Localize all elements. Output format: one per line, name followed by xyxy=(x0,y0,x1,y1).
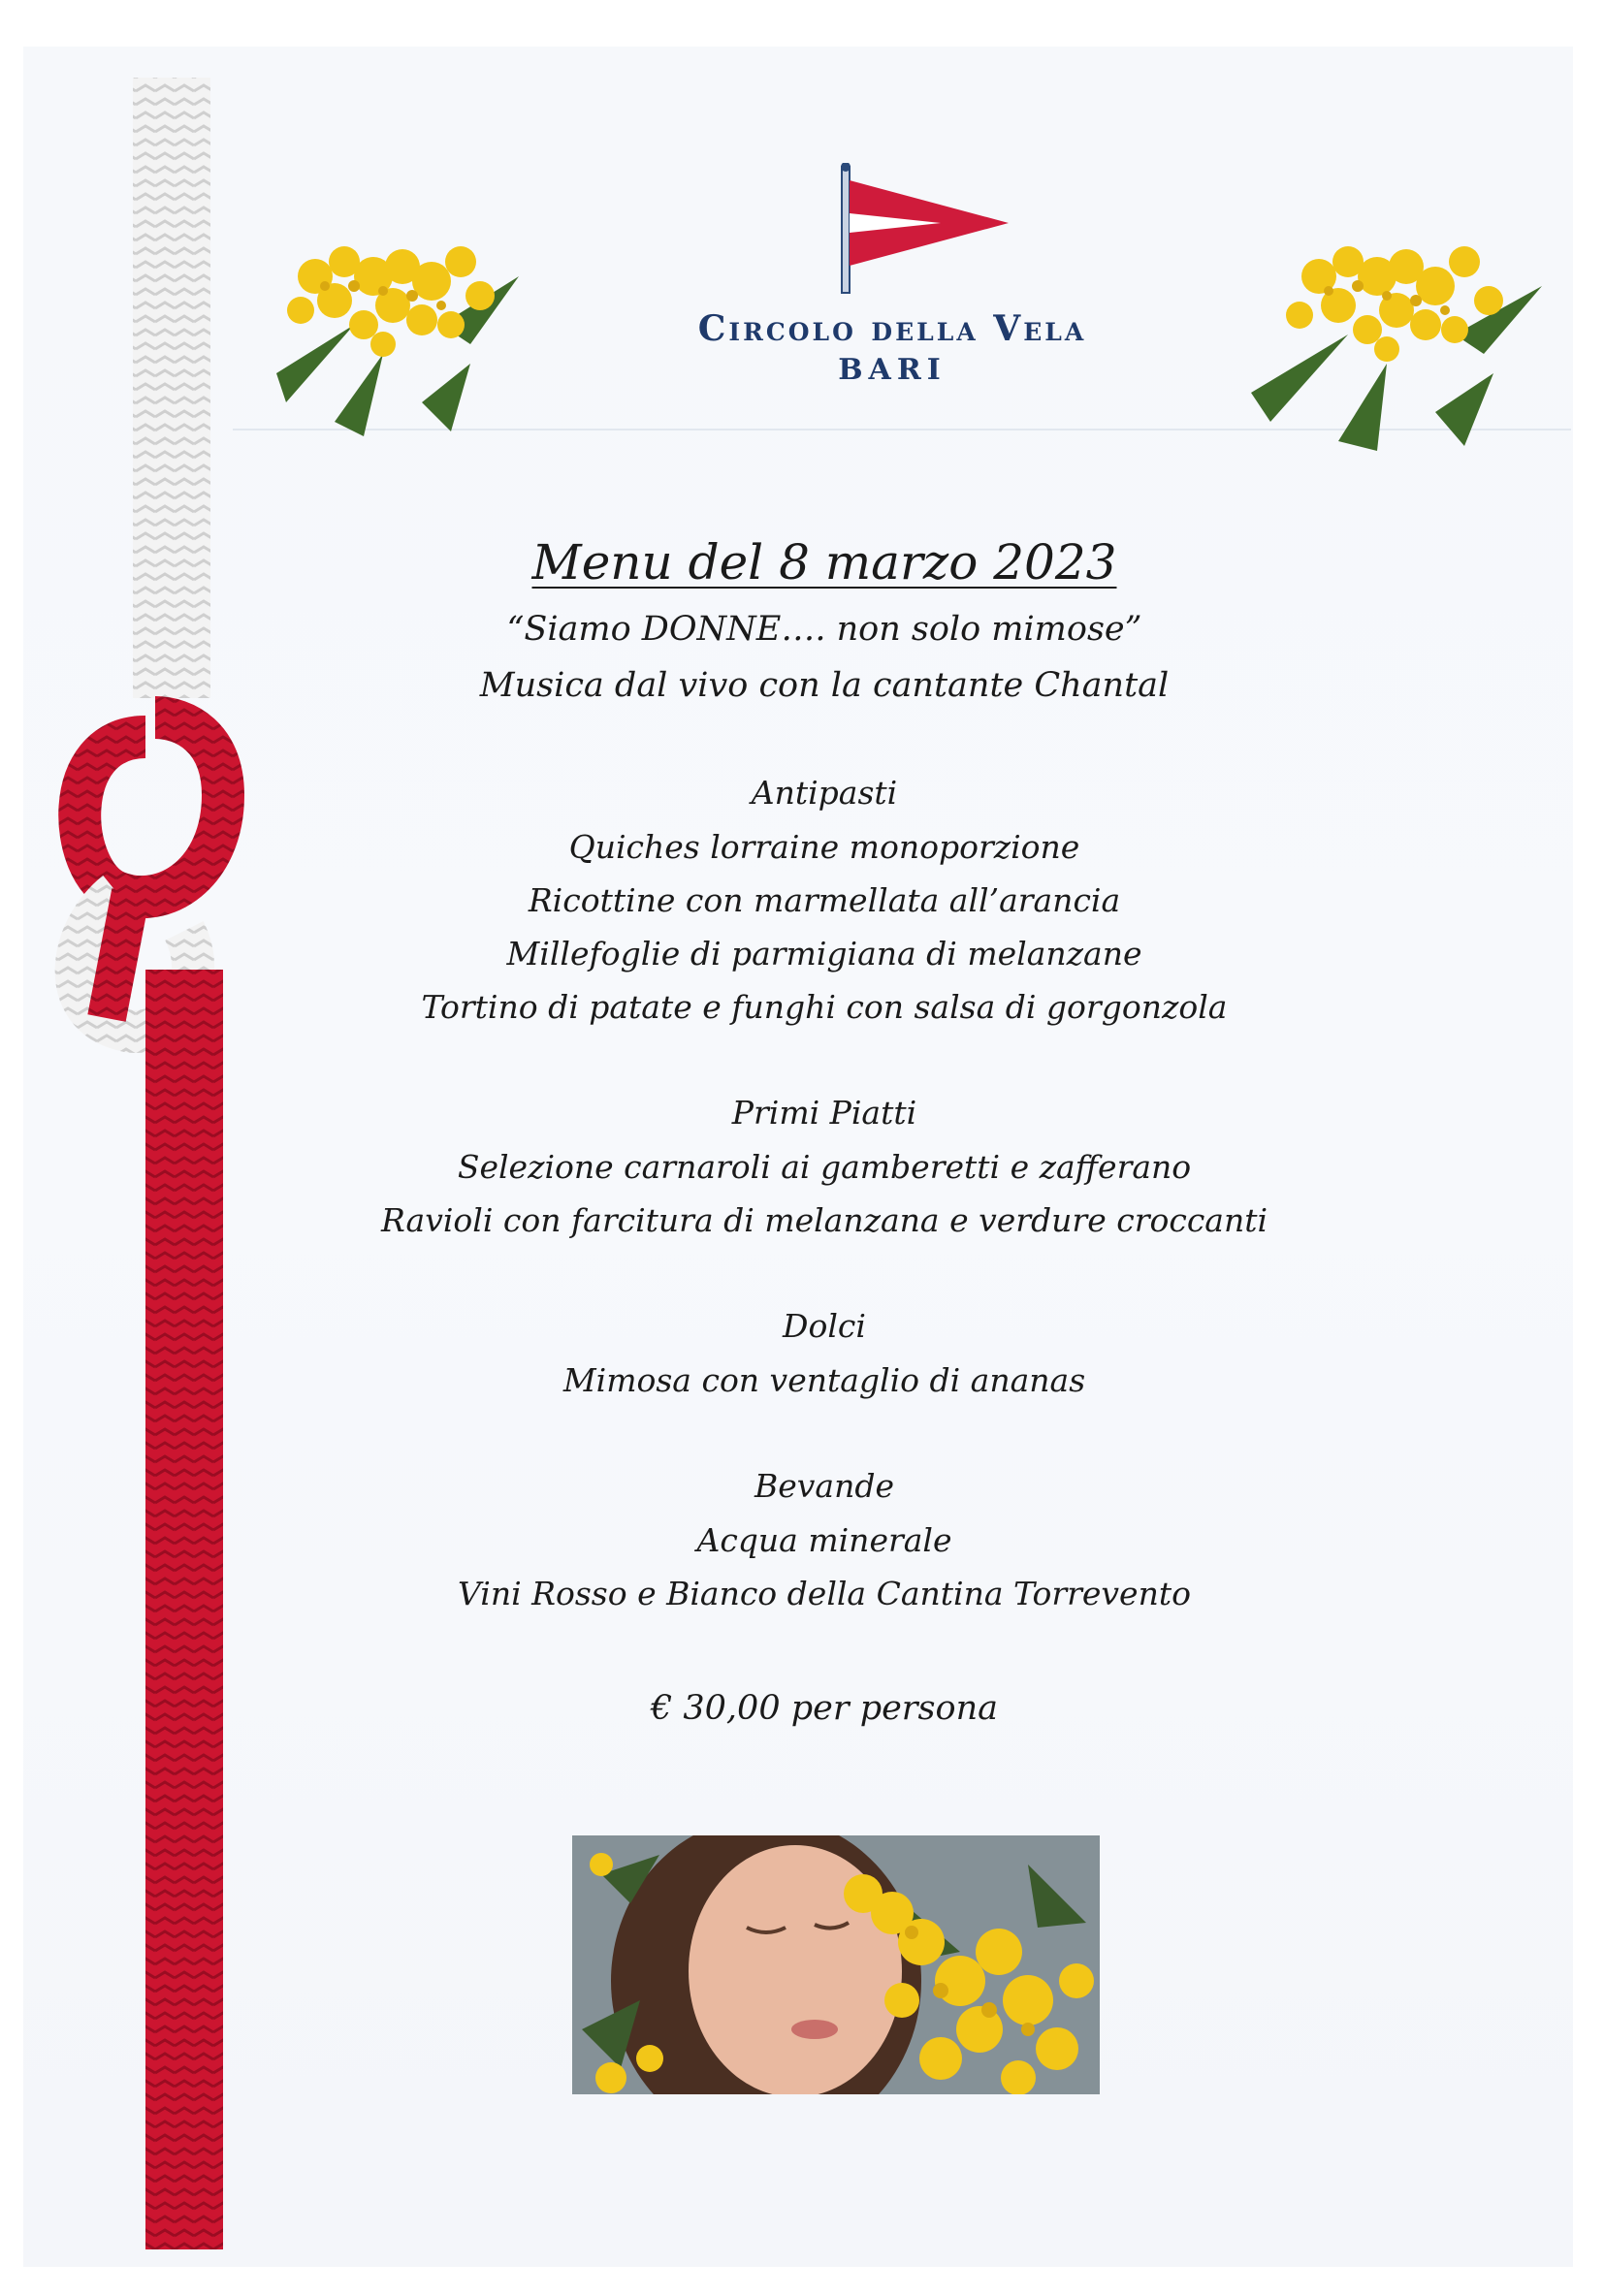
dish-item: Selezione carnaroli ai gamberetti e zafferano xyxy=(457,1148,1192,1186)
dish-item: Millefoglie di parmigiana di melanzane xyxy=(506,935,1142,973)
menu-price: € 30,00 per persona xyxy=(651,1689,998,1728)
woman-with-mimosa-photo xyxy=(572,1835,1100,2094)
dish-item: Ricottine con marmellata all’arancia xyxy=(528,881,1121,919)
menu-section-antipasti xyxy=(291,766,1358,1034)
dish-item: Vini Rosso e Bianco della Cantina Torrevento xyxy=(458,1575,1191,1612)
dish-item: Tortino di patate e funghi con salsa di gorgonzola xyxy=(421,988,1228,1026)
section-title: Primi Piatti xyxy=(731,1094,917,1132)
dish-item: Acqua minerale xyxy=(696,1521,952,1559)
club-logo-text xyxy=(621,308,1164,387)
menu-section-dolci xyxy=(291,1299,1358,1407)
club-burgee-logo xyxy=(834,163,1028,299)
menu-section-primi xyxy=(291,1086,1358,1247)
section-title: Dolci xyxy=(783,1307,866,1345)
mimosa-flowers-left xyxy=(247,208,538,441)
event-music: Musica dal vivo con la cantante Chantal xyxy=(479,666,1170,705)
menu-title: Menu del 8 marzo 2023 xyxy=(531,534,1117,590)
club-name: Circolo della Vela xyxy=(697,308,1087,349)
section-title: Antipasti xyxy=(751,774,898,812)
club-city: BARI xyxy=(838,353,947,387)
dish-item: Quiches lorraine monoporzione xyxy=(568,828,1080,866)
event-subtitle: “Siamo DONNE…. non solo mimose” xyxy=(506,610,1142,649)
mimosa-flowers-right xyxy=(1241,208,1552,451)
menu-section-bevande xyxy=(291,1459,1358,1620)
section-title: Bevande xyxy=(754,1467,894,1505)
menu-content xyxy=(291,524,1358,1770)
dish-item: Mimosa con ventaglio di ananas xyxy=(562,1361,1086,1399)
dish-item: Ravioli con farcitura di melanzana e verdure croccanti xyxy=(380,1201,1268,1239)
